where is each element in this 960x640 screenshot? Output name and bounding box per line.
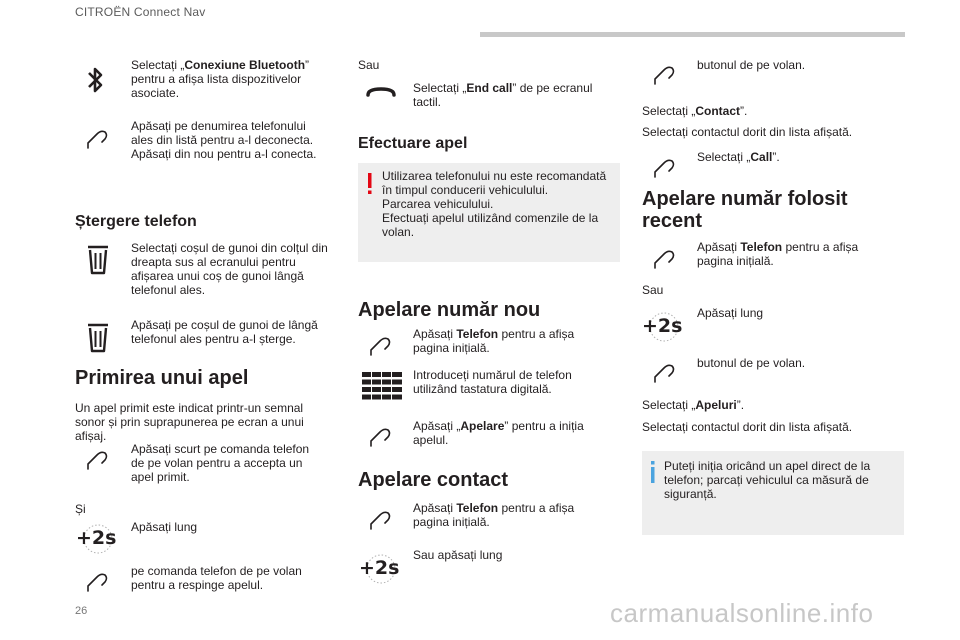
select-calls-text: Selectați „Apeluri”.	[642, 398, 745, 412]
badge-2s-label: +2s	[76, 527, 117, 549]
keypad-icon	[362, 372, 402, 400]
keypad-text: Introduceți numărul de telefon utilizând tastatura digitală.	[413, 368, 572, 396]
select-from-list-text: Selectați contactul dorit din lista afișată.	[642, 125, 853, 139]
info-panel	[642, 451, 904, 535]
receive-call-intro: Un apel primit este indicat printr-un semnal sonor și prin suprapunerea pe ecran a unui afișaj.	[75, 401, 304, 443]
bluetooth-icon	[86, 64, 106, 96]
trash-icon	[86, 322, 110, 354]
tap-icon	[653, 248, 677, 270]
and-label: Și	[75, 502, 86, 516]
or-label: Sau	[358, 58, 380, 72]
accept-call-text: Apăsați scurt pe comanda telefon de pe volan pentru a accepta un apel primit.	[131, 442, 310, 484]
tap-icon	[653, 157, 677, 179]
select-contact-text: Selectați „Contact”.	[642, 104, 748, 118]
info-icon	[649, 461, 657, 483]
tap-icon	[86, 128, 110, 150]
end-call-icon	[366, 86, 396, 98]
header-bar	[480, 32, 905, 37]
delete-confirm-text: Apăsați pe coșul de gunoi de lângă telefonul ales pentru a-l șterge.	[131, 318, 318, 346]
badge-2s-label: +2s	[642, 315, 683, 337]
contact-long-press-text: Sau apăsați lung	[413, 548, 503, 562]
long-press-2s-icon	[359, 552, 399, 584]
make-call-title: Efectuare apel	[358, 135, 468, 152]
contact-phone-text: Apăsați Telefon pentru a afișa pagina inițială.	[413, 501, 575, 529]
or-label: Sau	[642, 283, 664, 297]
wheel-button-text: butonul de pe volan.	[697, 58, 806, 72]
page-number: 26	[75, 605, 88, 617]
recent-number-title: Apelare număr folosit recent	[642, 188, 848, 232]
delete-select-text: Selectați coșul de gunoi din colțul din dreapta sus al ecranului pentru afișarea unui coș de gunoi lângă telefonul ales.	[131, 241, 328, 297]
warning-panel	[358, 163, 620, 262]
wheel-button-text-2: butonul de pe volan.	[697, 356, 806, 370]
contact-call-title: Apelare contact	[358, 469, 509, 491]
new-number-title: Apelare număr nou	[358, 299, 541, 321]
warning-exclamation-icon	[366, 173, 374, 195]
reject-call-text: pe comanda telefon de pe volan pentru a respinge apelul.	[131, 564, 302, 592]
tap-icon	[653, 64, 677, 86]
long-press-2s-icon	[76, 522, 116, 554]
info-text: Puteți iniția oricând un apel direct de la telefon; parcați vehiculul ca măsură de siguranță.	[664, 459, 871, 501]
tap-icon	[369, 426, 393, 448]
long-press-2s-icon	[642, 310, 682, 342]
header-title: CITROËN Connect Nav	[75, 5, 206, 19]
select-from-list-text-2: Selectați contactul dorit din lista afișată.	[642, 420, 853, 434]
tap-disconnect-text: Apăsați pe denumirea telefonului ales din listă pentru a-l deconecta. Apăsați din nou pentru a-l conecta.	[131, 119, 317, 161]
call-button-text: Apăsați „Apelare” pentru a iniția apelul.	[413, 419, 584, 447]
watermark: carmanualsonline.info	[610, 598, 874, 628]
receive-call-title: Primirea unui apel	[75, 367, 249, 389]
badge-2s-label: +2s	[359, 557, 400, 579]
long-press-text: Apăsați lung	[131, 520, 198, 534]
tap-icon	[369, 509, 393, 531]
trash-icon	[86, 244, 110, 276]
warning-text: Utilizarea telefonului nu este recomandată în timpul conducerii vehiculului. Parcarea vehiculului. Efectuați apelul utilizând comenzile de la volan.	[382, 169, 607, 239]
recent-long-press-text: Apăsați lung	[697, 306, 764, 320]
tap-icon	[86, 571, 110, 593]
tap-icon	[369, 335, 393, 357]
tap-icon	[653, 362, 677, 384]
bluetooth-instruction: Selectați „Conexiune Bluetooth” pentru a afișa lista dispozitivelor asociate.	[131, 58, 310, 100]
new-number-phone-text: Apăsați Telefon pentru a afișa pagina inițială.	[413, 327, 575, 355]
recent-phone-text: Apăsați Telefon pentru a afișa pagina inițială.	[697, 240, 859, 268]
delete-phone-title: Ștergere telefon	[75, 213, 197, 230]
select-call-text: Selectați „Call”.	[697, 150, 780, 164]
end-call-text: Selectați „End call” de pe ecranul tactil.	[413, 81, 593, 109]
tap-icon	[86, 449, 110, 471]
